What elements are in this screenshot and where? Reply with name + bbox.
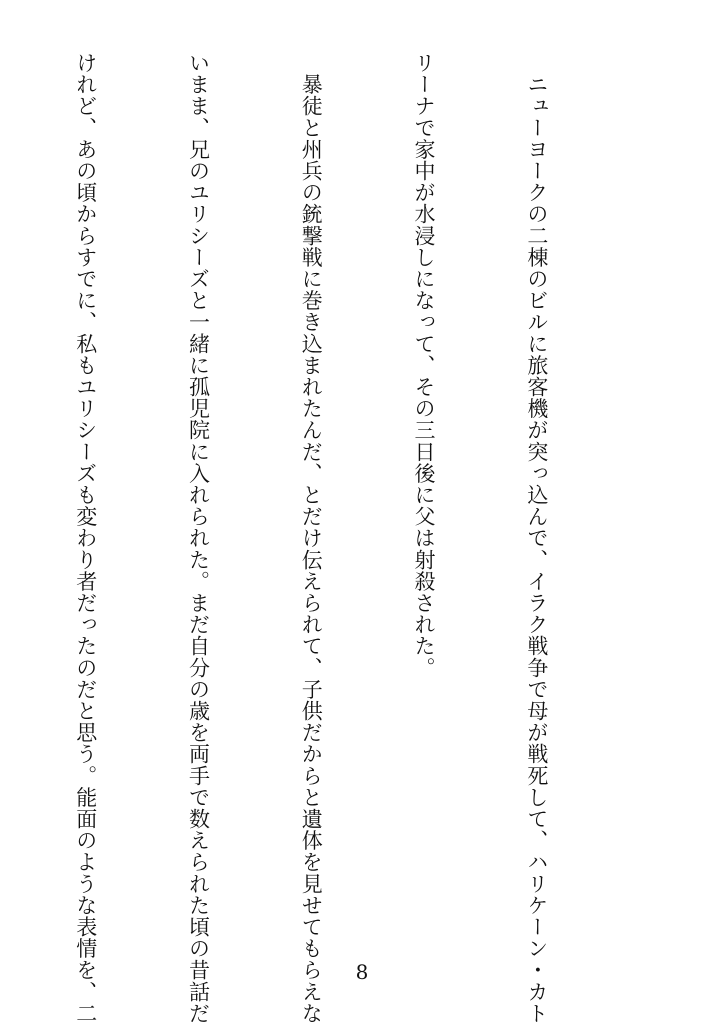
text-column: ニューヨークの二棟のビルに旅客機が突っ込んで、イラク戦争で母が戦死して、ハリケーン・カト xyxy=(524,52,549,1024)
text-column: 暴徒と州兵の銃撃戦に巻き込まれたんだ、とだけ伝えられて、子供だからと遺体を見せてもらえな xyxy=(299,52,324,1024)
page-number: 8 xyxy=(355,960,369,984)
text-column: リーナで家中が水浸しになって、その三日後に父は射殺された。 xyxy=(412,52,437,679)
text-column: けれど、あの頃からすでに、私もユリシーズも変わり者だったのだと思う。能面のような表情を、二 xyxy=(73,52,98,1024)
text-column: いまま、兄のユリシーズと一緒に孤児院に入れられた。まだ自分の歳を両手で数えられた頃の昔話だ xyxy=(186,52,211,1024)
vertical-text-body xyxy=(0,52,630,1024)
